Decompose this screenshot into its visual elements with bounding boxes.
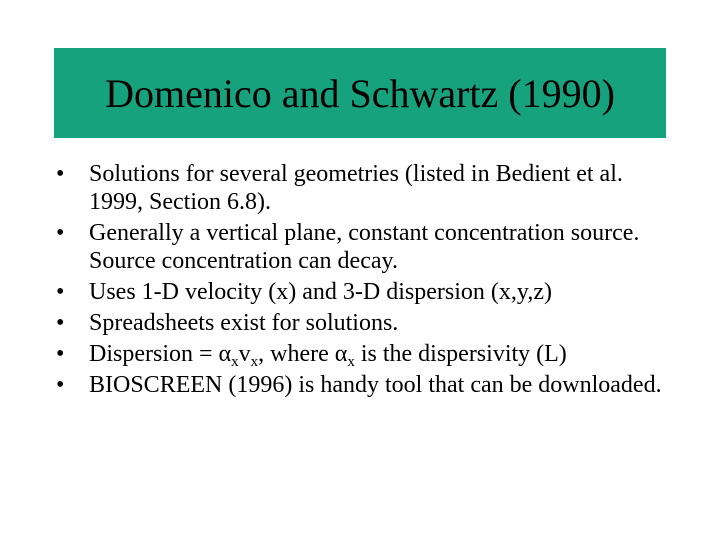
bullet-marker: • — [56, 279, 65, 305]
bullet-marker: • — [56, 220, 65, 246]
bullet-text: Spreadsheets exist for solutions. — [89, 310, 399, 336]
bullet-text: Uses 1-D velocity (x) and 3-D dispersion (x,y,z) — [89, 279, 552, 305]
bullet-item-6 — [54, 371, 674, 399]
slide-title: Domenico and Schwartz (1990) — [105, 71, 615, 116]
dispersion-label: Dispersion = — [89, 341, 219, 367]
subscript-x: x — [231, 354, 239, 370]
bullet-text: Solutions for several geometries (listed in Bedient et al. 1999, Section 6.8). — [89, 161, 623, 215]
subscript-x: x — [250, 354, 259, 370]
bullet-item-1 — [54, 160, 674, 216]
bullet-list — [54, 160, 674, 402]
bullet-marker: • — [56, 341, 65, 367]
bullet-marker: • — [56, 372, 65, 398]
subscript-x: x — [347, 354, 355, 370]
bullet-text: BIOSCREEN (1996) is handy tool that can be downloaded. — [89, 372, 662, 398]
bullet-text: Generally a vertical plane, constant concentration source. Source concentration can decay. — [89, 220, 640, 274]
bullet-text — [89, 341, 567, 370]
alpha-symbol: α — [334, 341, 348, 367]
where-text: , where — [258, 341, 335, 367]
dispersivity-text: is the dispersivity (L) — [354, 341, 567, 367]
bullet-marker: • — [56, 161, 65, 187]
bullet-item-3 — [54, 278, 674, 306]
bullet-item-4 — [54, 309, 674, 337]
bullet-item-2 — [54, 219, 674, 275]
alpha-symbol: α — [218, 341, 232, 367]
velocity-symbol: v — [238, 341, 251, 367]
title-bar — [54, 48, 666, 138]
bullet-marker: • — [56, 310, 65, 336]
bullet-item-5 — [54, 340, 674, 368]
